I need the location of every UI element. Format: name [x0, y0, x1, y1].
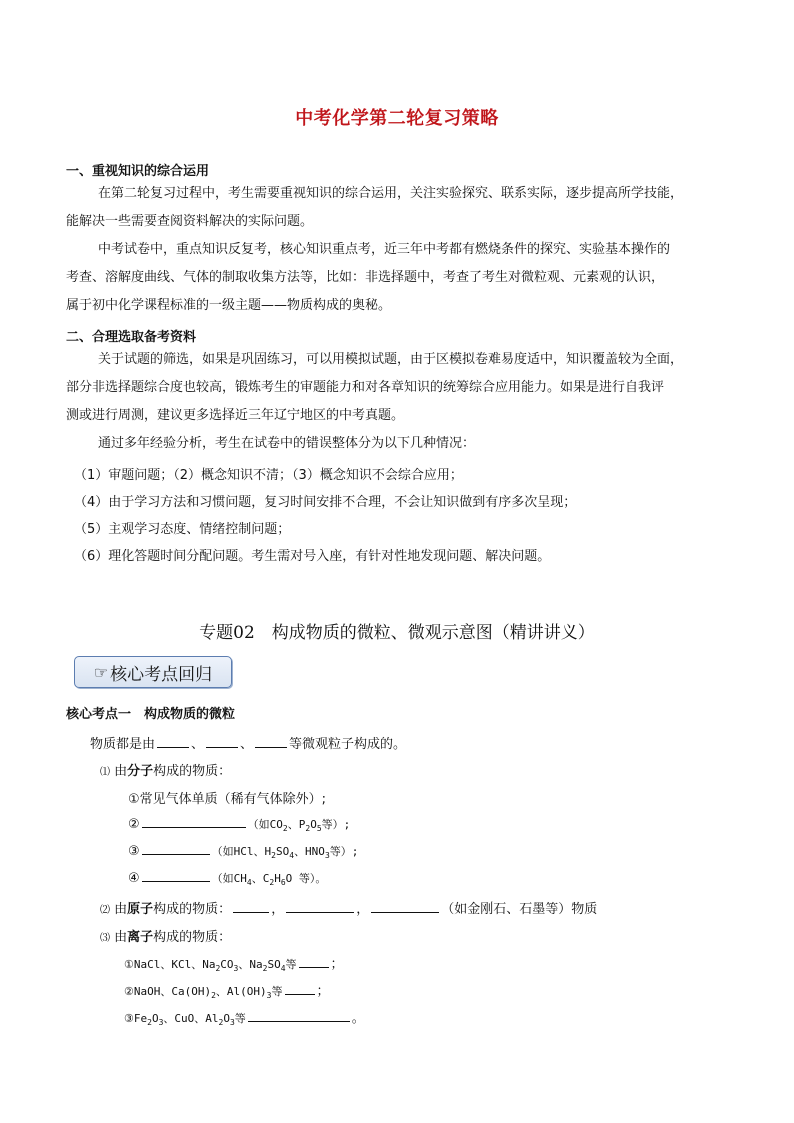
- core-points-badge: [74, 656, 232, 688]
- section1-heading: 一、重视知识的综合运用: [66, 164, 210, 179]
- atom-line: ⑵ 由原子构成的物质： ， ， （如金刚石、石墨等）物质: [100, 902, 598, 917]
- answer-blank[interactable]: [142, 842, 210, 855]
- molecule-item-4: ④ （如$CH_4$、$C_2H_6O$ 等）。: [128, 871, 327, 888]
- section2-para1-line3: 测或进行周测，建议更多选择近三年辽宁地区的中考真题。: [66, 408, 405, 423]
- core-point-heading: 核心考点一 构成物质的微粒: [66, 707, 236, 722]
- molecule-item-2: ② （如$CO_2$、$P_2O_5$等）;: [128, 817, 351, 834]
- section1-para2-line2: 考查、溶解度曲线、气体的制取收集方法等，比如：非选择题中，考查了考生对微粒观、元素观的认识，: [66, 270, 665, 285]
- pointing-hand-icon: ☞: [93, 662, 109, 682]
- error-item-1: （1）审题问题；（2）概念知识不清；（3）概念知识不会综合应用；: [74, 468, 463, 483]
- answer-blank[interactable]: [299, 955, 329, 968]
- section2-para1-line1: 关于试题的筛选，如果是巩固练习，可以用模拟试题，由于区模拟卷难易度适中，知识覆盖较为全面，: [98, 352, 684, 367]
- section1-para2-line3: 属于初中化学课程标准的一级主题——物质构成的奥秘。: [66, 298, 392, 313]
- answer-blank[interactable]: [157, 735, 189, 748]
- molecule-item-1: ①常见气体单质（稀有气体除外）;: [128, 792, 327, 807]
- intro-line: 物质都是由 、 、 等微观粒子构成的。: [90, 737, 407, 752]
- section1-para1-line2: 能解决一些需要查阅资料解决的实际问题。: [66, 214, 314, 229]
- error-item-3: （5）主观学习态度、情绪控制问题；: [74, 522, 291, 537]
- ion-heading: ⑶ 由离子构成的物质：: [100, 930, 232, 945]
- answer-blank[interactable]: [285, 982, 315, 995]
- section2-heading: 二、合理选取备考资料: [66, 330, 197, 345]
- answer-blank[interactable]: [371, 900, 439, 913]
- answer-blank[interactable]: [142, 815, 246, 828]
- section2-para1-line2: 部分非选择题综合度也较高，锻炼考生的审题能力和对各章知识的统筹综合应用能力。如果是进行自我评: [66, 380, 665, 395]
- page-title: 中考化学第二轮复习策略: [295, 108, 499, 129]
- ion-item-1: ①NaCl、KCl、$Na_2CO_3$、$Na_2SO_4$等 ；: [124, 957, 344, 974]
- ion-item-3: $③Fe_2O_3$、CuO、$Al_2O_3$等 。: [124, 1011, 365, 1028]
- answer-blank[interactable]: [142, 869, 210, 882]
- answer-blank[interactable]: [233, 900, 269, 913]
- error-item-4: （6）理化答题时间分配问题。考生需对号入座，有针对性地发现问题、解决问题。: [74, 549, 551, 564]
- section1-para2-line1: 中考试卷中，重点知识反复考，核心知识重点考，近三年中考都有燃烧条件的探究、实验基本操作的: [98, 242, 671, 257]
- molecule-heading: ⑴ 由分子构成的物质：: [100, 764, 232, 779]
- molecule-item-3: ③ （如HCl、$H_2SO_4$、$HNO_3$等）;: [128, 844, 359, 861]
- answer-blank[interactable]: [286, 900, 354, 913]
- answer-blank[interactable]: [255, 735, 287, 748]
- topic-title: 专题02 构成物质的微粒、微观示意图（精讲讲义）: [199, 623, 595, 643]
- section2-para2-line1: 通过多年经验分析，考生在试卷中的错误整体分为以下几种情况：: [98, 436, 476, 451]
- ion-item-2: ②NaOH、$Ca(OH)_2$、$Al(OH)_3$等 ；: [124, 984, 330, 1001]
- error-item-2: （4）由于学习方法和习惯问题，复习时间安排不合理，不会让知识做到有序多次呈现；: [74, 495, 577, 510]
- section1-para1-line1: 在第二轮复习过程中，考生需要重视知识的综合运用，关注实验探究、联系实际，逐步提高所学技能，: [98, 186, 684, 201]
- badge-label: 核心考点回归: [110, 664, 213, 685]
- answer-blank[interactable]: [206, 735, 238, 748]
- answer-blank[interactable]: [248, 1009, 350, 1022]
